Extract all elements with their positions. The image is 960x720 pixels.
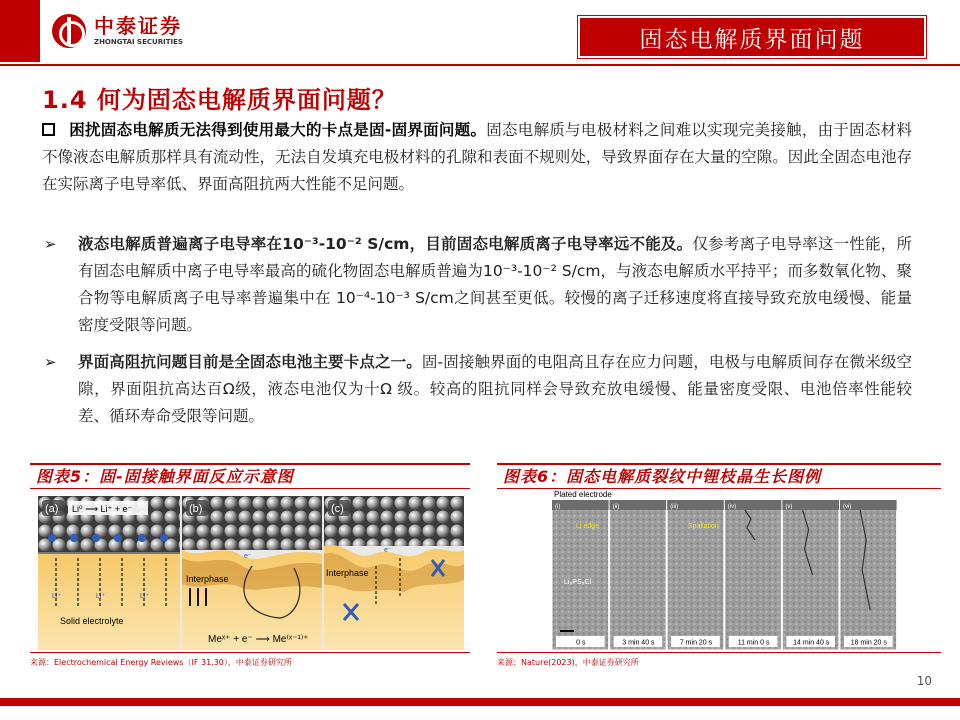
micrograph-time-label: 0 s xyxy=(576,639,586,647)
figure6-title: 图表6：固态电解质裂纹中锂枝晶生长图例 xyxy=(497,463,941,489)
lithium-ion-label: Li⁺ xyxy=(140,593,150,600)
lithium-ion-label: Li⁺ xyxy=(52,593,62,600)
micrograph-panel xyxy=(725,500,782,650)
bullet-conductivity-lead: 液态电解质普遍离子电导率在10⁻³-10⁻² S/cm，目前固态电解质离子电导率远不能及。 xyxy=(78,235,693,253)
micrograph-panel-label: (v) xyxy=(785,504,793,510)
brand-logo xyxy=(52,14,183,48)
spallation-label: Spallation xyxy=(688,523,719,530)
micrograph-panel xyxy=(840,500,897,650)
bullet-conductivity xyxy=(42,231,912,339)
micrograph-panel-label: (iii) xyxy=(670,504,679,510)
reaction-label: Li⁰ ⟶ Li⁺ + e⁻ xyxy=(72,504,133,514)
micrograph-time-label: 14 min 40 s xyxy=(793,639,830,647)
paragraph-intro xyxy=(42,117,912,198)
micrograph-time-label: 3 min 40 s xyxy=(622,639,655,647)
interphase-label: Interphase xyxy=(186,574,229,584)
bullet-conductivity-body: 仅参考离子电导率这一性能，所有固态电解质中离子电导率最高的硫化物固态电解质普遍为10⁻³-10⁻² S/cm，与液态电解质水平持平；而多数氧化物、聚合物等电解质离子电导率普遍集中在 10⁻⁴-10⁻³ S/cm之间甚至更低。较慢的离子迁移速度将直接导致充放电缓慢、能量密度受限等问题。 xyxy=(78,235,912,334)
micrograph-panel xyxy=(610,500,667,650)
figure5-title: 图表5：固-固接触界面反应示意图 xyxy=(30,463,470,489)
logo-icon xyxy=(52,14,86,48)
header-divider xyxy=(0,64,960,66)
panel-a-label: (a) xyxy=(45,503,59,515)
figure5-diagram xyxy=(38,496,464,650)
brand-name-cn: 中泰证券 xyxy=(94,14,182,38)
micrograph-time-label: 7 min 20 s xyxy=(679,639,713,647)
lithium-ion-label: Li⁺ xyxy=(96,593,106,600)
interphase-label: Interphase xyxy=(326,568,369,578)
li-edge-label: Li edge xyxy=(576,523,599,530)
figure6-source-divider xyxy=(497,652,941,653)
electron-label: e⁻ xyxy=(244,553,252,560)
header-banner: 固态电解质界面问题 xyxy=(578,16,926,58)
panel-b-label: (b) xyxy=(189,503,203,515)
left-accent-bar xyxy=(0,0,40,62)
panel-c-label: (c) xyxy=(331,503,344,515)
bottom-accent-bar xyxy=(0,698,960,706)
paragraph-intro-lead: 困扰固态电解质无法得到使用最大的卡点是固-固界面问题。 xyxy=(69,121,487,139)
arrow-bullet-icon: ➢ xyxy=(44,235,57,253)
figure6-micrograph xyxy=(552,488,898,652)
plated-electrode-label: Plated electrode xyxy=(554,490,612,499)
figure5-panel-c xyxy=(324,496,464,650)
arrow-bullet-icon: ➢ xyxy=(44,353,57,371)
bullet-impedance xyxy=(42,349,912,430)
micrograph-panel-label: (i) xyxy=(555,504,561,510)
figure5-panel-a xyxy=(38,496,180,650)
square-bullet-icon xyxy=(42,123,55,136)
micrograph-panel xyxy=(782,500,839,650)
micrograph-panel-label: (ii) xyxy=(612,504,620,510)
bullet-impedance-lead: 界面高阻抗问题目前是全固态电池主要卡点之一。 xyxy=(78,353,422,371)
scale-bar xyxy=(560,630,574,632)
solid-electrolyte-label: Solid electrolyte xyxy=(60,616,124,626)
micrograph-panel-label: (iv) xyxy=(727,504,737,510)
micrograph-time-label: 18 min 20 s xyxy=(850,639,887,647)
micrograph-panel-label: (vi) xyxy=(843,504,852,510)
metal-reaction-label: Meˣ⁺ + e⁻ ⟶ Me⁽ˣ⁻¹⁾⁺ xyxy=(208,634,309,645)
electron-label: e⁻ xyxy=(384,547,392,554)
figure5-source: 来源：Electrochemical Energy Reviews（IF 31.30），中泰证券研究所 xyxy=(30,658,292,667)
bullet-impedance-body: 固-固接触界面的电阻高且存在应力问题，电极与电解质间存在微米级空隙，界面阻抗高达百Ω级，液态电池仅为十Ω 级。较高的阻抗同样会导致充放电缓慢、能量密度受限、电池倍率性能较差、循环寿命受限等问题。 xyxy=(78,353,912,425)
page-title: 1.4 何为固态电解质界面问题？ xyxy=(42,86,397,114)
micrograph-time-label: 11 min 0 s xyxy=(737,639,770,647)
paragraph-intro-body: 固态电解质与电极材料之间难以实现完美接触，由于固态材料不像液态电解质那样具有流动性，无法自发填充电极材料的孔隙和表面不规则处，导致界面存在大量的空隙。因此全固态电池存在实际离子电导率低、界面高阻抗两大性能不足问题。 xyxy=(42,121,912,193)
figure6-source: 来源：Nature(2023)，中泰证券研究所 xyxy=(497,658,639,667)
figure5-source-divider xyxy=(30,652,470,653)
brand-name-en: ZHONGTAI SECURITIES xyxy=(94,38,183,46)
material-label: Li₆PS₅Cl xyxy=(564,579,592,586)
page-number: 10 xyxy=(916,674,932,688)
figure5-panel-b xyxy=(182,496,322,650)
